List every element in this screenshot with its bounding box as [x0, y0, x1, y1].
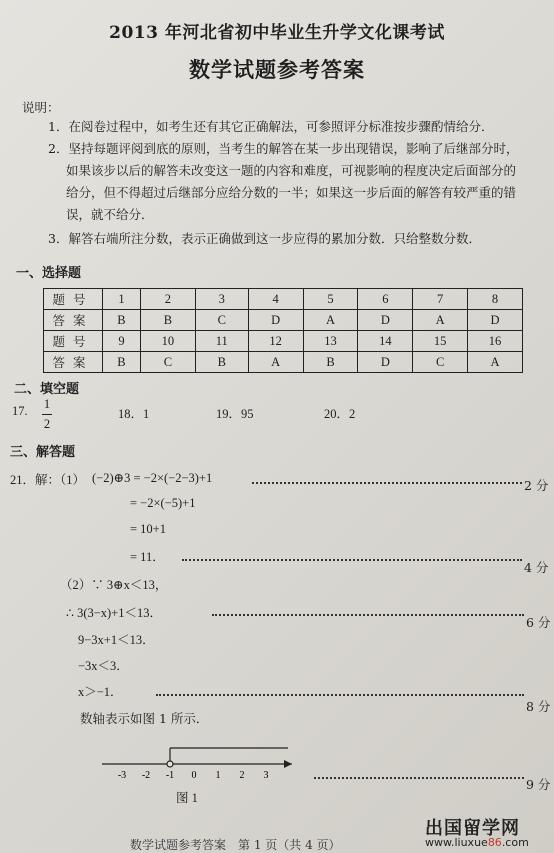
- question-number: 15: [413, 331, 468, 352]
- solution-line: (−2)⊕3 = −2×(−2−3)+1: [92, 471, 213, 485]
- answer-cell: C: [413, 352, 468, 373]
- solution-line: ∴ 3(3−x)+1＜13．: [66, 606, 163, 620]
- table-row-numbers-1: [44, 289, 523, 310]
- question-number: 2: [140, 289, 195, 310]
- solution-line: = −2×(−5)+1: [130, 496, 196, 510]
- answer-cell: A: [248, 352, 303, 373]
- fraction-numerator: 1: [43, 397, 51, 411]
- q19-answer: 19．95: [216, 407, 254, 421]
- row-label-number: 题号: [44, 331, 103, 352]
- note-item-2-line-3: 给分，但不得超过后继部分应给分数的一半；如果这一步后面的解答有较严重的错: [66, 185, 517, 200]
- row-label-answer: 答案: [44, 352, 103, 373]
- note-item-3: 3．解答右端所注分数，表示正确做到这一步应得的累加分数．只给整数分数．: [48, 231, 481, 246]
- question-number: 10: [140, 331, 195, 352]
- q17-fraction: [42, 396, 52, 433]
- answer-cell: C: [140, 352, 195, 373]
- solution-line: = 11．: [130, 550, 165, 564]
- answer-cell: A: [413, 310, 468, 331]
- score-leader-dots: [252, 482, 522, 484]
- question-number: 13: [303, 331, 358, 352]
- open-circle-marker: [167, 761, 173, 767]
- answer-cell: B: [103, 352, 141, 373]
- answer-cell: D: [468, 310, 523, 331]
- question-number: 11: [195, 331, 248, 352]
- section-solution-title: 三、解答题: [10, 445, 76, 460]
- document-title: 数学试题参考答案: [189, 57, 365, 82]
- question-number: 5: [303, 289, 358, 310]
- choice-answer-table: [43, 288, 523, 373]
- answer-cell: D: [358, 310, 413, 331]
- solution-line: 9−3x+1＜13．: [78, 633, 155, 647]
- axis-arrow-icon: [284, 760, 292, 768]
- fraction-denominator: 2: [43, 417, 51, 431]
- figure-caption: 图 1: [176, 791, 198, 805]
- axis-tick-label: -1: [165, 770, 175, 781]
- score-leader-dots: [182, 559, 522, 561]
- question-number: 6: [358, 289, 413, 310]
- solution-line: = 10+1: [130, 522, 166, 536]
- score-mark: 6 分: [526, 615, 551, 630]
- score-leader-dots: [156, 694, 524, 696]
- watermark-url: [425, 836, 529, 849]
- solution-line: （2）∵ 3⊕x＜13，: [60, 578, 168, 592]
- notes-heading: 说明：: [22, 100, 60, 115]
- axis-tick-label: 0: [191, 770, 197, 781]
- table-row-answers-1: [44, 310, 523, 331]
- score-mark: 2 分: [524, 478, 549, 493]
- q17-label: 17.: [12, 404, 28, 418]
- section-fill-title: 二、填空题: [14, 382, 80, 397]
- question-number: 3: [195, 289, 248, 310]
- watermark-url-number: 86: [487, 836, 502, 849]
- score-leader-dots: [212, 614, 524, 616]
- q18-answer: 18．1: [118, 407, 150, 421]
- solution-line: 数轴表示如图 1 所示．: [80, 711, 209, 726]
- row-label-number: 题号: [44, 289, 103, 310]
- score-mark: 9 分: [526, 777, 551, 792]
- table-row-answers-2: [44, 352, 523, 373]
- note-item-1: 1．在阅卷过程中，如考生还有其它正确解法，可参照评分标准按步骤酌情给分．: [48, 119, 494, 134]
- q20-answer: 20．2: [324, 407, 356, 421]
- watermark-url-suffix: .com: [501, 836, 529, 849]
- answer-cell: D: [358, 352, 413, 373]
- solution-line: x＞−1．: [78, 685, 123, 699]
- answer-cell: C: [195, 310, 248, 331]
- score-mark: 4 分: [524, 560, 549, 575]
- question-number: 4: [248, 289, 303, 310]
- axis-tick-label: 2: [239, 770, 245, 781]
- axis-tick-label: 3: [263, 770, 269, 781]
- table-row-numbers-2: [44, 331, 523, 352]
- exam-title: 2013 年河北省初中毕业生升学文化课考试: [109, 23, 445, 43]
- answer-cell: A: [303, 310, 358, 331]
- number-line-figure: [100, 738, 300, 788]
- answer-cell: A: [468, 352, 523, 373]
- note-item-2-line-4: 误，就不给分．: [66, 207, 154, 222]
- row-label-answer: 答案: [44, 310, 103, 331]
- question-number: 12: [248, 331, 303, 352]
- question-number: 9: [103, 331, 141, 352]
- axis-tick-label: 1: [215, 770, 221, 781]
- watermark-url-prefix: www.liuxue: [425, 836, 488, 849]
- question-number: 8: [468, 289, 523, 310]
- watermark-brand: 出国留学网: [425, 818, 520, 839]
- question-number: 7: [413, 289, 468, 310]
- answer-cell: B: [140, 310, 195, 331]
- question-number: 14: [358, 331, 413, 352]
- note-item-2-line-2: 如果该步以后的解答未改变这一题的内容和难度，可视影响的程度决定后面部分的: [66, 163, 517, 178]
- page-footer: 数学试题参考答案 第 1 页（共 4 页）: [130, 838, 341, 852]
- axis-tick-label: -2: [141, 770, 151, 781]
- score-leader-dots: [314, 777, 524, 779]
- q21-label: 21．解：（1）: [10, 473, 86, 487]
- question-number: 1: [103, 289, 141, 310]
- section-choice-title: 一、选择题: [16, 266, 82, 281]
- question-number: 16: [468, 331, 523, 352]
- answer-cell: D: [248, 310, 303, 331]
- score-mark: 8 分: [526, 699, 551, 714]
- answer-cell: B: [103, 310, 141, 331]
- answer-cell: B: [195, 352, 248, 373]
- note-item-2-line-1: 2．坚持每题评阅到底的原则，当考生的解答在某一步出现错误，影响了后继部分时，: [48, 141, 519, 156]
- answer-cell: B: [303, 352, 358, 373]
- fraction-bar: [42, 414, 52, 415]
- axis-tick-label: -3: [117, 770, 127, 781]
- solution-line: −3x＜3．: [78, 659, 129, 673]
